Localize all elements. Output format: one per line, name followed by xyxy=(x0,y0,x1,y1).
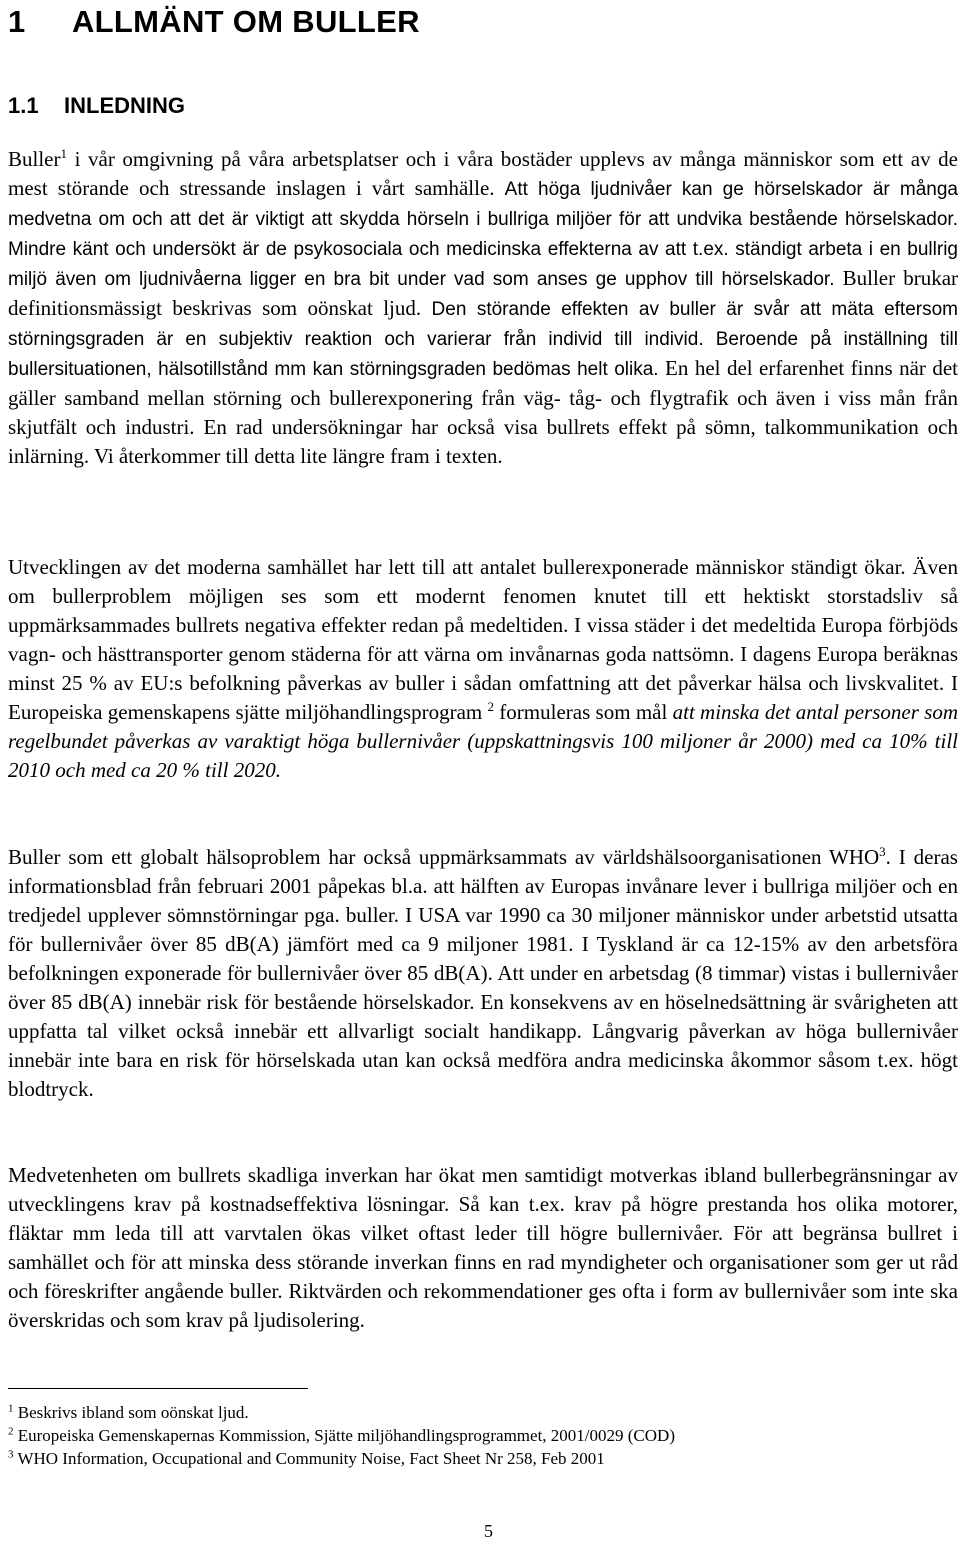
footnote-ref-2: 2 xyxy=(487,699,495,714)
footnote-2 xyxy=(8,1424,675,1447)
p3-text-b: . I deras informationsblad från februari 2001 påpekas bl.a. att hälften av Europas invånare lever i bullriga miljöer och en tredjedel upplever sömnstörningar pga. buller. I USA var 1990 ca 30 miljoner människor under arbetstid utsatta för bullernivåer över 85 dB(A) jämfört med ca 9 miljoner 1981. I Tyskland är ca 12-15% av den arbetsföra befolkningen exponerade för bullernivåer över 85 dB(A). Att under en arbetsdag (8 timmar) vistas i bullernivåer över 85 dB(A) innebär risk för bestående hörselskador. En konsekvens av en höselnedsättning är svårigheten att uppfatta tal vilket också innebär ett allvarligt socialt handikapp. Långvarig påverkan av höga bullernivåer innebär inte bara en risk för hörselskada utan kan också medföra andra medicinska åkommor såsom t.ex. högt blodtryck. xyxy=(8,845,958,1101)
p1-text-d: Buller brukar definitionsmässigt beskrivas som oönskat ljud. xyxy=(8,266,959,320)
paragraph-3 xyxy=(8,843,958,1104)
footnote-1 xyxy=(8,1401,675,1424)
footnote-number: 1 xyxy=(8,1402,14,1415)
footnote-number: 2 xyxy=(8,1425,14,1438)
p1-text-a: Buller xyxy=(8,147,61,171)
p1-text-f: En hel del erfarenhet finns när det gäller samband mellan störning och bullerexponering från väg- tåg- och flygtrafik och även i viss mån från skjutfält och industri. En rad undersökningar har också visa bullrets effekt på sömn, talkommunikation och inlärning. Vi återkommer till detta lite längre fram i texten. xyxy=(8,356,958,468)
p2-text-a: Utvecklingen av det moderna samhället har lett till att antalet bullerexponerade människor ständigt ökar. Även om bullerproblem möjligen ses som ett modernt fenomen knutet till ett hektiskt storstadsliv så uppmärksammades bullrets negativa effekter redan på medeltiden. I vissa städer i det medeltida Europa förbjöds vagn- och hästtransporter genom städerna för att värna om invånarnas goda nattsömn. I dagens Europa beräknas minst 25 % av EU:s befolkning påverkas av buller i sådan omfattning att det påverkar hälsa och livskvalitet. I Europeiska gemenskapens sjätte miljöhandlingsprogram xyxy=(8,555,958,724)
page-number: 5 xyxy=(484,1521,493,1541)
footnote-3 xyxy=(8,1447,675,1470)
footnotes xyxy=(8,1401,675,1470)
p2-italic-goal: att minska det antal personer som regelbundet påverkas av varaktigt höga bullernivåer (uppskattningsvis 100 miljoner år 2000) med ca 10% till 2010 och med ca 20 % till 2020. xyxy=(8,700,958,782)
paragraph-1 xyxy=(8,145,958,471)
footnote-text: Europeiska Gemenskapernas Kommission, Sjätte miljöhandlingsprogrammet, 2001/0029 (COD) xyxy=(13,1426,675,1445)
p2-text-b: formuleras som mål xyxy=(494,700,673,724)
footnote-number: 3 xyxy=(8,1448,14,1461)
footnote-separator xyxy=(8,1388,308,1389)
footnote-text: Beskrivs ibland som oönskat ljud. xyxy=(13,1403,249,1422)
p1-text-b: i vår omgivning på våra arbetsplatser och i våra bostäder upplevs av många människor som ett av de mest störande och stressande inslagen i vårt samhälle. xyxy=(8,147,958,200)
chapter-number: 1 xyxy=(8,4,26,39)
footnote-text: WHO Information, Occupational and Community Noise, Fact Sheet Nr 258, Feb 2001 xyxy=(13,1449,605,1468)
paragraph-4: Medvetenheten om bullrets skadliga inverkan har ökat men samtidigt motverkas ibland bullerbegränsningar av utvecklingens krav på kostnadseffektiva lösningar. Så kan t.ex. krav på högre prestanda hos olika motorer, fläktar mm leda till att varvtalen ökas vilket oftast leder till högre bullernivåer. För att begränsa bullret i samhället och för att minska dess störande inverkan finns en rad myndigheter och organisationer som ger ut råd och föreskrifter angående buller. Riktvärden och rekommendationer ges ofta i form av bullernivåer som inte ska överskridas och som krav på ljudisolering. xyxy=(8,1163,958,1332)
chapter-heading xyxy=(8,4,420,40)
chapter-title: ALLMÄNT OM BULLER xyxy=(72,4,420,39)
paragraph-2 xyxy=(8,553,958,785)
p1-text-c: Att höga ljudnivåer kan ge hörselskador är många medvetna om och att det är viktigt att skydda hörseln i bullriga miljöer för att undvika bestående hörselskador. Mindre känt och undersökt är de psykosociala och medicinska effekterna av att t.ex. ständigt arbeta i en bullrig miljö även om ljudnivåerna ligger en bra bit under vad som anses ge upphov till hörselskador. xyxy=(8,179,958,290)
footnote-ref-1: 1 xyxy=(60,146,67,161)
footnote-ref-3: 3 xyxy=(879,844,886,859)
p3-text-a: Buller som ett globalt hälsoproblem har också uppmärksammats av världshälsoorganisationen WHO xyxy=(8,845,880,869)
section-number: 1.1 xyxy=(8,93,39,118)
p1-text-e: Den störande effekten av buller är svår att mäta eftersom störningsgraden är en subjektiv reaktion och varierar från individ till individ. Beroende på inställning till bullersituationen, hälsotillstånd mm kan störningsgraden bedömas helt olika. xyxy=(8,299,959,380)
section-title: INLEDNING xyxy=(64,93,185,118)
section-heading xyxy=(8,93,185,119)
